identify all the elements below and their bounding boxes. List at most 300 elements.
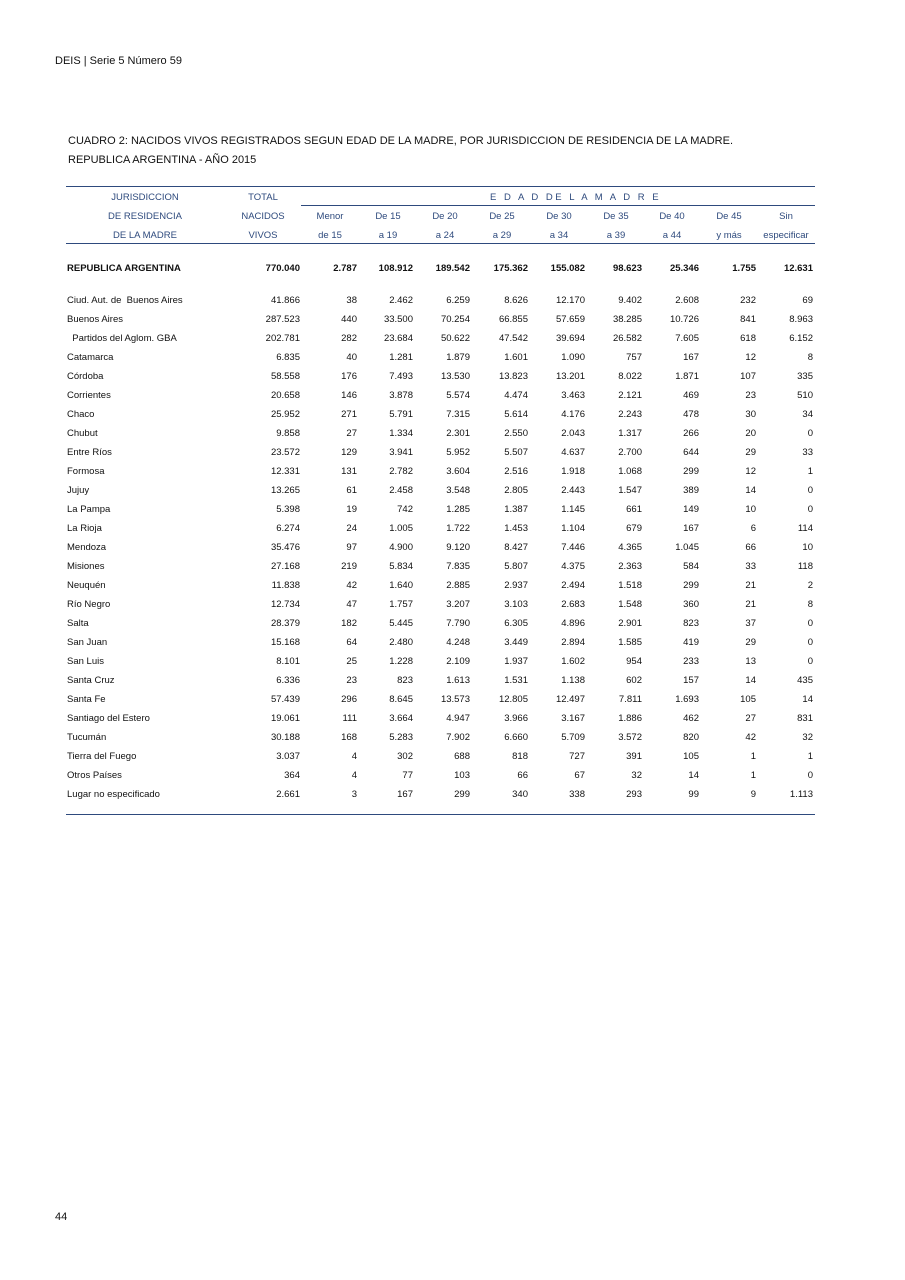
row-jurisdiccion: Chubut [67,428,98,439]
row-value: 39.694 [555,333,585,344]
row-value: 202.781 [265,333,300,344]
header-total-1: TOTAL [248,192,278,203]
row-value: 23 [346,675,357,686]
row-value: 32 [631,770,642,781]
row-value: 1.613 [446,675,470,686]
row-value: 1.138 [561,675,585,686]
row-value: 6.152 [789,333,813,344]
row-value: 25 [346,656,357,667]
row-value: 232 [740,295,756,306]
row-value: 8.101 [276,656,300,667]
table-row [0,542,905,561]
row-value: 20.658 [270,390,300,401]
row-value: 2.937 [504,580,528,591]
row-value: 2.885 [446,580,470,591]
row-value: 644 [683,447,699,458]
row-value: 8.963 [789,314,813,325]
row-value: 1.602 [561,656,585,667]
row-value: 5.614 [504,409,528,420]
row-value: 34 [802,409,813,420]
row-value: 20 [745,428,756,439]
row-value: 3.548 [446,485,470,496]
row-value: 2.894 [561,637,585,648]
row-value: 1.886 [618,713,642,724]
row-value: 1.755 [732,263,756,274]
row-value: 841 [740,314,756,325]
table-row [0,409,905,428]
row-value: 3.941 [389,447,413,458]
row-value: 23.684 [383,333,413,344]
row-value: 98.623 [612,263,642,274]
row-value: 3.167 [561,713,585,724]
row-jurisdiccion: La Rioja [67,523,102,534]
header-45-mas-2: y más [716,230,742,241]
row-value: 1.693 [675,694,699,705]
row-value: 1.531 [504,675,528,686]
row-value: 33 [802,447,813,458]
row-value: 5.709 [561,732,585,743]
row-value: 302 [397,751,413,762]
row-value: 462 [683,713,699,724]
row-value: 271 [341,409,357,420]
row-value: 0 [807,770,813,781]
row-value: 299 [454,789,470,800]
header-30-34-2: a 34 [549,230,569,241]
table-row [0,352,905,371]
row-value: 42 [346,580,357,591]
row-value: 108.912 [378,263,413,274]
row-value: 32 [802,732,813,743]
row-value: 13.201 [555,371,585,382]
row-value: 27 [346,428,357,439]
row-value: 14 [688,770,699,781]
row-value: 77 [402,770,413,781]
row-value: 6.660 [504,732,528,743]
row-value: 360 [683,599,699,610]
table-caption-subtitle: REPUBLICA ARGENTINA - AÑO 2015 [68,154,257,166]
row-value: 7.493 [389,371,413,382]
row-value: 8 [807,352,813,363]
table-row [0,371,905,390]
header-menor-15-2: de 15 [318,230,342,241]
row-value: 38 [346,295,357,306]
row-value: 3.664 [389,713,413,724]
row-value: 1.285 [446,504,470,515]
row-value: 175.362 [493,263,528,274]
row-value: 12.805 [498,694,528,705]
row-value: 7.811 [618,694,642,705]
row-value: 340 [512,789,528,800]
row-value: 5.574 [446,390,470,401]
row-value: 1.871 [675,371,699,382]
row-value: 3 [351,789,357,800]
row-value: 1.113 [789,789,813,800]
table-row [0,732,905,751]
row-value: 3.878 [389,390,413,401]
row-value: 57.439 [270,694,300,705]
row-jurisdiccion: Entre Ríos [67,447,112,458]
row-value: 757 [626,352,642,363]
row-value: 26.582 [612,333,642,344]
row-value: 0 [807,428,813,439]
row-value: 99 [688,789,699,800]
row-jurisdiccion: Córdoba [67,371,104,382]
row-value: 13 [745,656,756,667]
row-value: 2.683 [561,599,585,610]
row-value: 1.585 [618,637,642,648]
row-value: 35.476 [270,542,300,553]
row-value: 2.243 [618,409,642,420]
row-jurisdiccion: Partidos del Aglom. GBA [67,333,177,344]
header-35-39-1: De 35 [603,211,629,222]
row-value: 33.500 [383,314,413,325]
row-value: 1.334 [389,428,413,439]
row-value: 293 [626,789,642,800]
row-value: 1 [750,770,756,781]
edad-group-rule [301,205,815,206]
header-25-29-1: De 25 [489,211,515,222]
row-value: 118 [797,561,813,572]
row-jurisdiccion: Lugar no especificado [67,789,160,800]
row-jurisdiccion: Tucumán [67,732,107,743]
row-value: 0 [807,485,813,496]
row-value: 823 [683,618,699,629]
row-value: 7.790 [446,618,470,629]
table-row [0,770,905,789]
row-value: 4.176 [561,409,585,420]
row-value: 1.722 [446,523,470,534]
row-value: 67 [574,770,585,781]
row-value: 338 [569,789,585,800]
row-jurisdiccion: Santa Fe [67,694,106,705]
header-bottom-rule [66,243,815,244]
row-value: 3.572 [618,732,642,743]
row-value: 3.604 [446,466,470,477]
row-value: 7.315 [446,409,470,420]
row-value: 1.145 [561,504,585,515]
row-value: 111 [342,713,357,724]
table-row [0,713,905,732]
row-value: 50.622 [440,333,470,344]
row-value: 618 [740,333,756,344]
row-value: 12.497 [555,694,585,705]
row-value: 155.082 [550,263,585,274]
row-value: 9 [750,789,756,800]
row-value: 3.103 [504,599,528,610]
row-value: 4 [351,751,357,762]
row-value: 131 [341,466,357,477]
row-value: 1.601 [504,352,528,363]
row-value: 12.170 [555,295,585,306]
row-value: 1.879 [446,352,470,363]
page-number: 44 [55,1211,68,1223]
row-jurisdiccion: Formosa [67,466,105,477]
row-value: 33 [745,561,756,572]
row-value: 7.902 [446,732,470,743]
header-20-24-2: a 24 [435,230,455,241]
row-jurisdiccion: Otros Países [67,770,122,781]
row-value: 13.573 [440,694,470,705]
row-value: 391 [626,751,642,762]
row-value: 8.626 [504,295,528,306]
row-jurisdiccion: Buenos Aires [67,314,123,325]
row-value: 1.757 [389,599,413,610]
header-15-19-1: De 15 [375,211,401,222]
table-row [0,789,905,808]
table-row [0,656,905,675]
row-value: 13.265 [270,485,300,496]
header-45-mas-1: De 45 [716,211,742,222]
row-value: 114 [797,523,813,534]
row-value: 5.834 [389,561,413,572]
table-row [0,295,905,314]
header-total-3: VIVOS [248,230,278,241]
table-row [0,599,905,618]
row-value: 6.835 [276,352,300,363]
row-value: 2.458 [389,485,413,496]
row-value: 21 [745,580,756,591]
row-value: 2.550 [504,428,528,439]
row-value: 5.398 [276,504,300,515]
row-value: 167 [683,352,699,363]
row-value: 2.480 [389,637,413,648]
header-25-29-2: a 29 [492,230,512,241]
row-value: 3.463 [561,390,585,401]
row-value: 602 [626,675,642,686]
row-value: 10.726 [669,314,699,325]
row-value: 12 [745,466,756,477]
row-value: 40 [346,352,357,363]
row-jurisdiccion: Corrientes [67,390,111,401]
row-value: 25.346 [669,263,699,274]
row-value: 2.901 [618,618,642,629]
header-40-44-2: a 44 [662,230,682,241]
row-value: 12.631 [783,263,813,274]
row-value: 97 [346,542,357,553]
row-value: 6.259 [446,295,470,306]
row-value: 7.605 [675,333,699,344]
row-value: 11.838 [271,580,300,591]
row-value: 15.168 [270,637,300,648]
row-jurisdiccion: Misiones [67,561,105,572]
row-value: 296 [341,694,357,705]
row-value: 42 [745,732,756,743]
row-value: 1 [807,466,813,477]
row-value: 3.207 [446,599,470,610]
row-value: 0 [807,504,813,515]
header-jurisdiccion-2: DE RESIDENCIA [108,211,182,222]
row-value: 1.090 [561,352,585,363]
row-value: 688 [454,751,470,762]
row-value: 37 [745,618,756,629]
row-value: 6.274 [276,523,300,534]
row-value: 823 [397,675,413,686]
row-value: 27 [745,713,756,724]
row-value: 679 [626,523,642,534]
table-bottom-rule [66,814,815,815]
row-value: 105 [683,751,699,762]
row-value: 954 [626,656,642,667]
table-row [0,694,905,713]
row-value: 176 [341,371,357,382]
row-value: 8 [807,599,813,610]
row-value: 1.518 [618,580,642,591]
row-value: 9.858 [276,428,300,439]
table-row [0,751,905,770]
row-value: 8.645 [389,694,413,705]
row-value: 770.040 [265,263,300,274]
row-value: 1.228 [389,656,413,667]
row-value: 2.700 [618,447,642,458]
table-top-rule [66,186,815,187]
row-value: 41.866 [270,295,300,306]
row-value: 2.782 [389,466,413,477]
row-value: 0 [807,637,813,648]
table-row [0,314,905,333]
row-value: 12 [745,352,756,363]
row-value: 742 [397,504,413,515]
row-value: 23 [745,390,756,401]
row-jurisdiccion: Ciud. Aut. de Buenos Aires [67,295,183,306]
row-jurisdiccion: San Luis [67,656,104,667]
row-value: 8.427 [504,542,528,553]
row-value: 30 [745,409,756,420]
row-value: 21 [745,599,756,610]
row-value: 3.449 [504,637,528,648]
row-value: 440 [341,314,357,325]
row-value: 28.379 [270,618,300,629]
header-40-44-1: De 40 [659,211,685,222]
row-value: 419 [683,637,699,648]
row-value: 61 [346,485,357,496]
row-value: 6.305 [504,618,528,629]
row-value: 5.791 [389,409,413,420]
row-value: 299 [683,466,699,477]
row-value: 10 [802,542,813,553]
row-jurisdiccion: Neuquén [67,580,106,591]
total-row [0,263,905,282]
row-value: 1.937 [504,656,528,667]
table-row [0,428,905,447]
row-value: 4.375 [561,561,585,572]
table-row [0,523,905,542]
row-value: 157 [683,675,699,686]
table-row [0,390,905,409]
row-value: 219 [341,561,357,572]
row-value: 233 [683,656,699,667]
row-value: 820 [683,732,699,743]
row-jurisdiccion: Chaco [67,409,95,420]
row-value: 1.640 [389,580,413,591]
row-value: 58.558 [270,371,300,382]
row-value: 167 [397,789,413,800]
row-value: 38.285 [612,314,642,325]
row-value: 1.548 [618,599,642,610]
row-value: 167 [683,523,699,534]
row-value: 469 [683,390,699,401]
row-value: 146 [341,390,357,401]
row-value: 4 [351,770,357,781]
row-value: 299 [683,580,699,591]
row-value: 129 [341,447,357,458]
row-value: 4.474 [504,390,528,401]
row-value: 13.823 [498,371,528,382]
table-row [0,333,905,352]
row-value: 2.608 [675,295,699,306]
row-value: 478 [683,409,699,420]
row-value: 2.494 [561,580,585,591]
row-value: 168 [341,732,357,743]
row-jurisdiccion: REPUBLICA ARGENTINA [67,263,181,274]
row-value: 1.005 [389,523,413,534]
row-value: 3.037 [276,751,300,762]
row-value: 2.661 [276,789,300,800]
row-value: 9.120 [446,542,470,553]
row-value: 818 [512,751,528,762]
header-20-24-1: De 20 [432,211,458,222]
row-value: 6 [750,523,756,534]
row-jurisdiccion: Santiago del Estero [67,713,150,724]
row-value: 4.947 [446,713,470,724]
row-value: 4.896 [561,618,585,629]
table-row [0,675,905,694]
table-row [0,561,905,580]
row-value: 2.443 [561,485,585,496]
row-value: 182 [341,618,357,629]
row-value: 2.301 [446,428,470,439]
row-value: 335 [797,371,813,382]
row-value: 5.952 [446,447,470,458]
row-value: 1.387 [504,504,528,515]
row-value: 47.542 [498,333,528,344]
row-value: 14 [745,485,756,496]
row-value: 13.530 [440,371,470,382]
header-35-39-2: a 39 [606,230,626,241]
table-row [0,485,905,504]
row-value: 105 [740,694,756,705]
table-row [0,618,905,637]
row-value: 1.104 [561,523,585,534]
row-value: 12.734 [270,599,300,610]
row-value: 189.542 [435,263,470,274]
row-value: 10 [745,504,756,515]
row-value: 0 [807,618,813,629]
row-value: 1.453 [504,523,528,534]
row-jurisdiccion: San Juan [67,637,108,648]
row-value: 1.068 [618,466,642,477]
row-value: 5.507 [504,447,528,458]
row-value: 2.805 [504,485,528,496]
row-value: 70.254 [440,314,470,325]
row-value: 831 [797,713,813,724]
header-edad-de-la-madre: E D A D DE L A M A D R E [490,192,662,203]
header-jurisdiccion-1: JURISDICCION [111,192,179,203]
row-value: 2.462 [389,295,413,306]
running-header: DEIS | Serie 5 Número 59 [55,55,182,67]
row-value: 2.516 [504,466,528,477]
row-value: 1.281 [389,352,413,363]
row-value: 4.365 [618,542,642,553]
table-row [0,580,905,599]
row-value: 103 [454,770,470,781]
row-value: 24 [346,523,357,534]
row-jurisdiccion: Salta [67,618,89,629]
row-value: 5.283 [389,732,413,743]
row-value: 3.966 [504,713,528,724]
row-value: 19.061 [270,713,300,724]
row-value: 4.900 [389,542,413,553]
row-value: 5.807 [504,561,528,572]
